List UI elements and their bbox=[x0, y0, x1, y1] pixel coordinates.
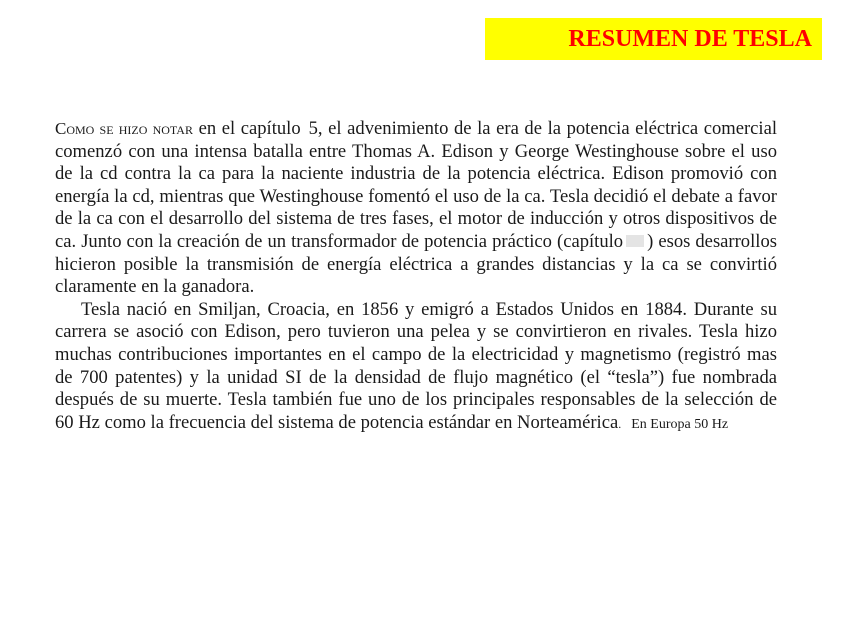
title-banner bbox=[485, 18, 822, 60]
paragraph-1-text-c: ) esos desarrollos hicieron posible la transmisión de energía eléctrica a grandes distancias y la ca se convirtió claramente en la ganadora. bbox=[55, 230, 777, 298]
missing-chapter-reference bbox=[626, 235, 644, 247]
paragraph-1-lead: Como se hizo notar bbox=[55, 119, 193, 138]
paragraph-2-end-mark: . bbox=[618, 416, 622, 431]
paragraph-1-text-a: en el capítulo bbox=[192, 118, 301, 139]
article-body bbox=[55, 118, 777, 436]
paragraph-1 bbox=[55, 118, 777, 299]
paragraph-1-text-b: , el advenimiento de la era de la potencia eléctrica comercial comenzó con una intensa batalla entre Thomas A. Edison y George Westinghouse sobre el uso de la cd contra la ca para la naciente industria de la potencia eléctrica. Edison promovió con energía la cd, mientras que Westinghouse fomentó el uso de la ca. Tesla decidió el debate a favor de la ca con el desarrollo del sistema de tres fases, el motor de inducción y otros dispositivos de ca. Junto con la creación de un transformador de potencia práctico (capítulo bbox=[55, 118, 778, 252]
chapter-reference: 5 bbox=[308, 118, 318, 139]
page-title: RESUMEN DE TESLA bbox=[568, 26, 812, 52]
paragraph-2-text: Tesla nació en Smiljan, Croacia, en 1856 y emigró a Estados Unidos en 1884. Durante su carrera se asoció con Edison, pero tuvieron una pelea y se convirtieron en rivales. Tesla hizo muchas contribuciones importantes en el campo de la electricidad y magnetismo (registró mas de 700 patentes) y la unidad SI de la densidad de flujo magnético (el “tesla”) fue nombrada después de su muerte. Tesla también fue uno de los principales responsables de la selección de 60 Hz como la frecuencia del sistema de potencia estándar en Norteamérica bbox=[55, 298, 777, 433]
paragraph-2 bbox=[55, 299, 777, 437]
europe-frequency-note: En Europa 50 Hz bbox=[631, 416, 729, 432]
